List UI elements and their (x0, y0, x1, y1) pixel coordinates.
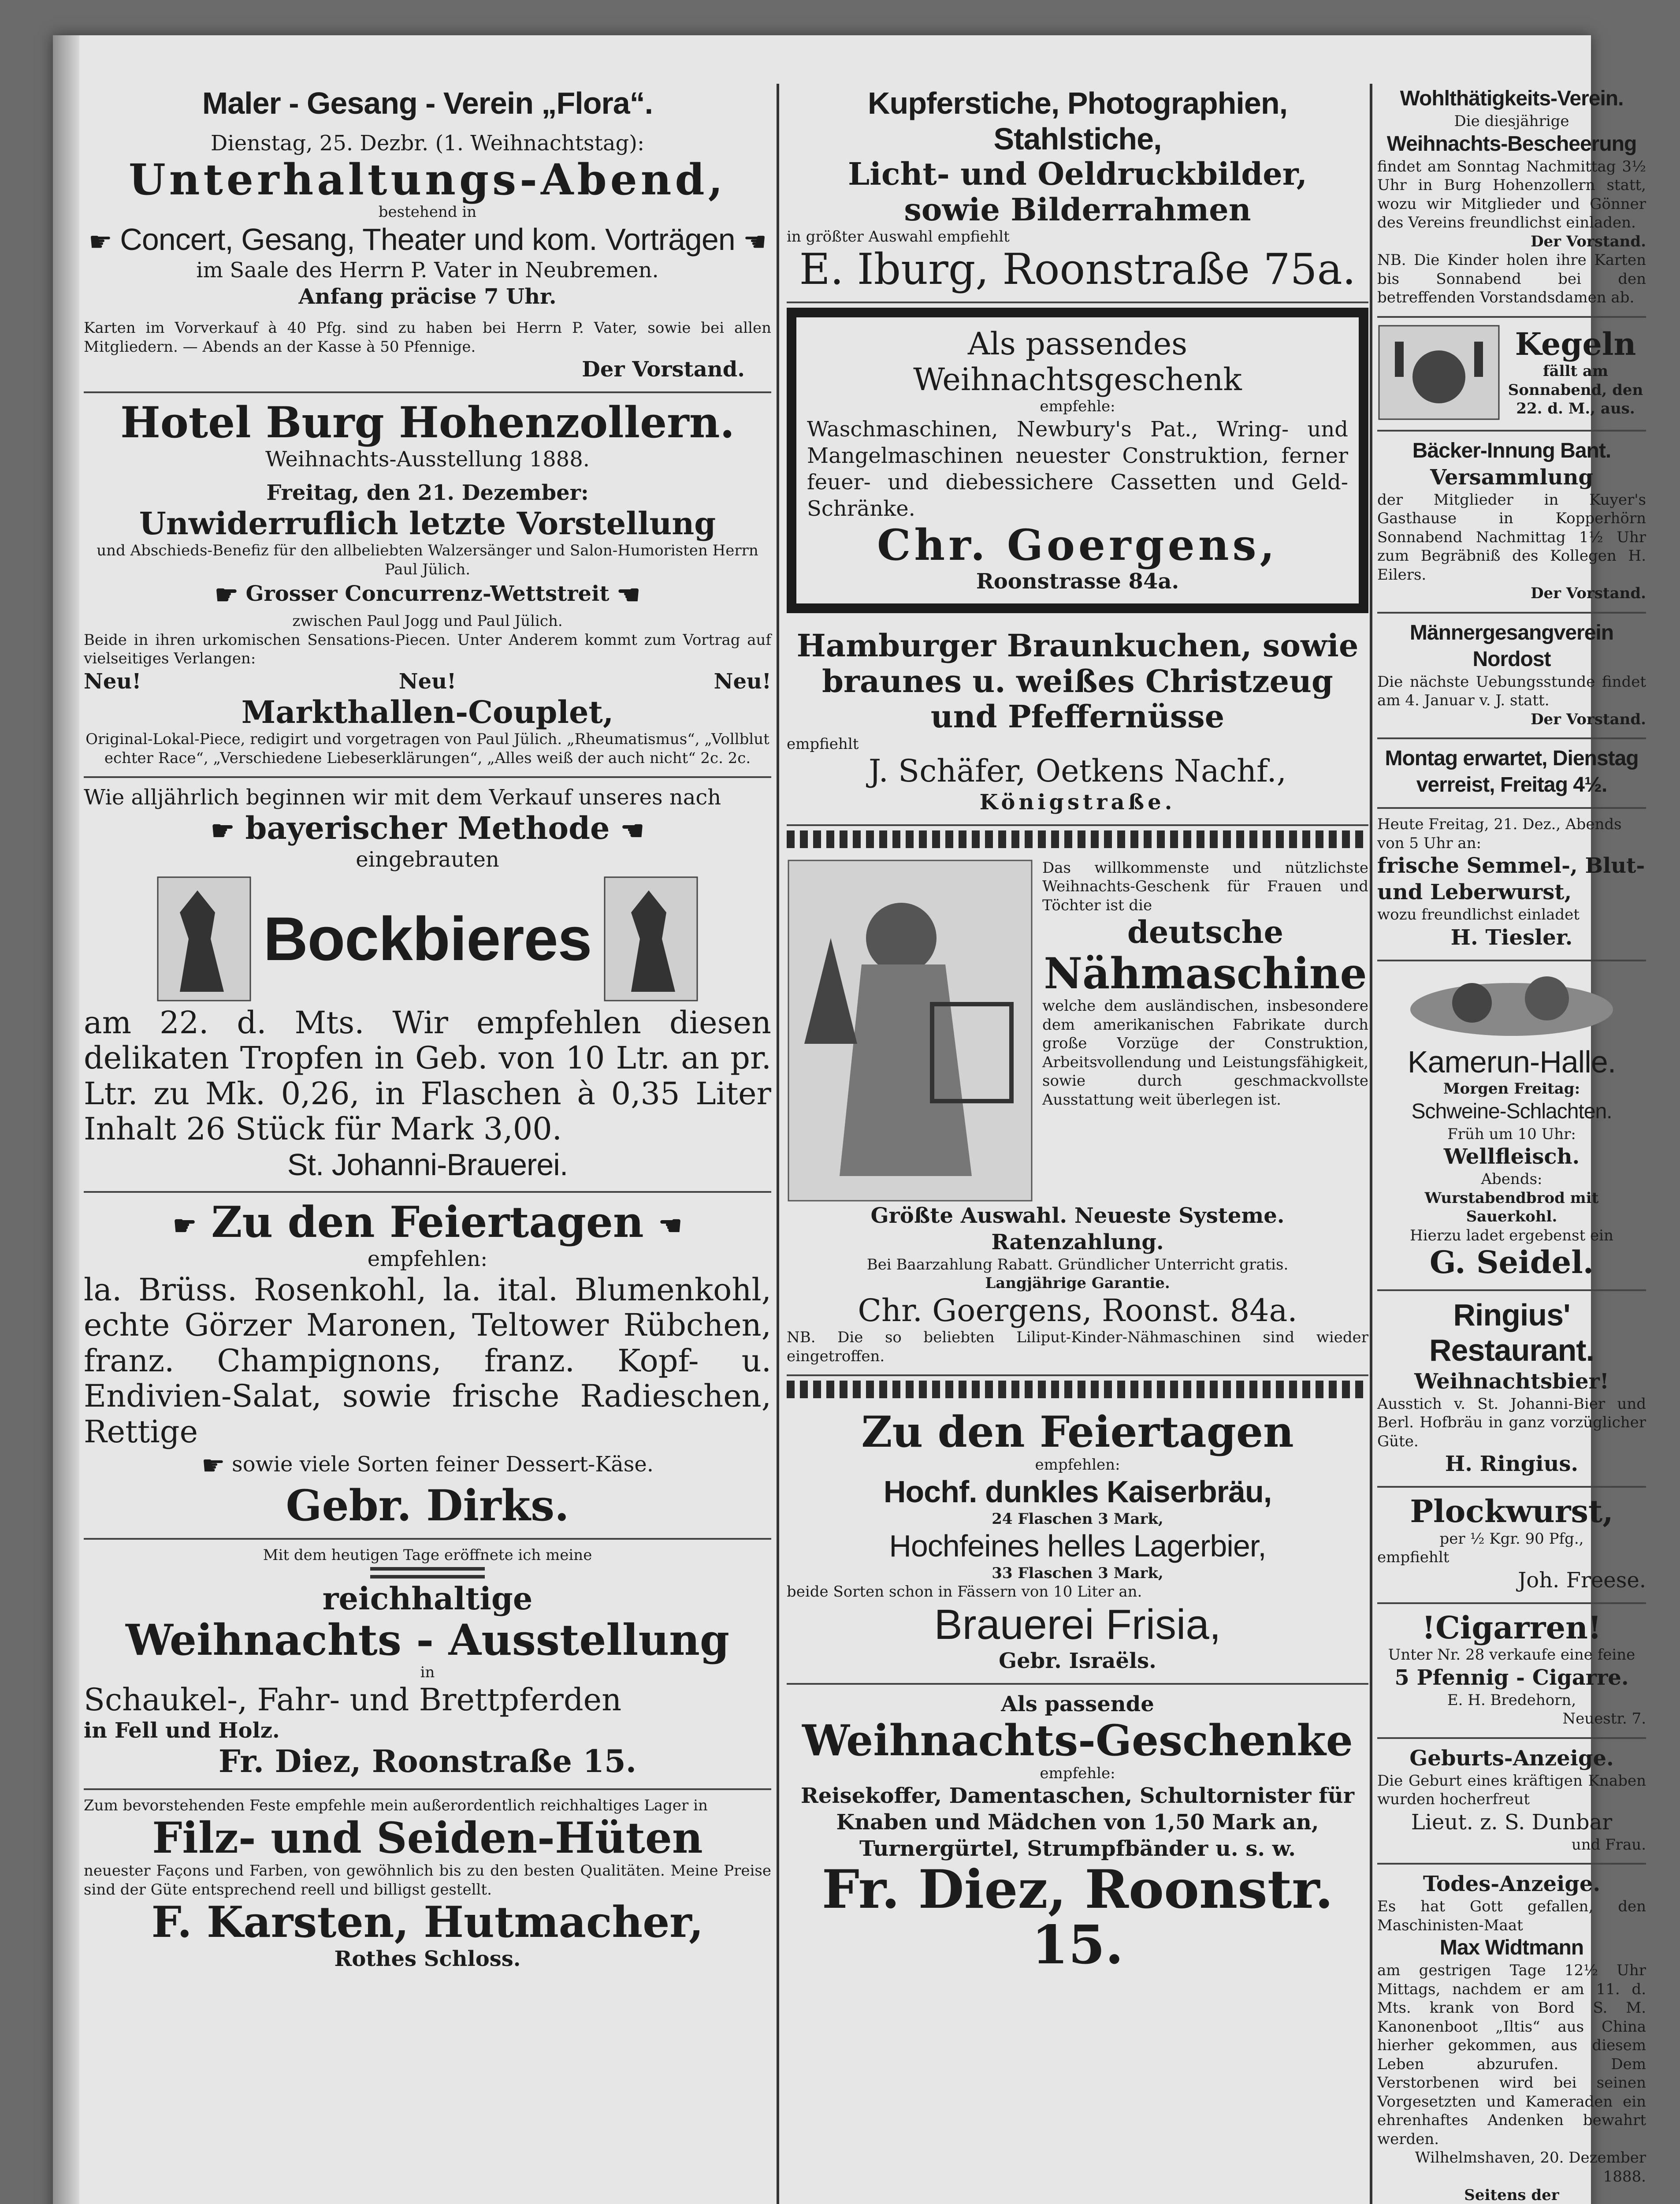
ad-title: Kamerun-Halle. (1407, 1044, 1616, 1079)
ad-text: empfehle: (1040, 398, 1115, 416)
ad-text: Morgen Freitag: (1443, 1080, 1580, 1098)
ad-intro: Das willkommenste und nützlichste Weihnachts-Geschenk für Frauen und Töchter ist die (1042, 859, 1368, 914)
ad-start: Anfang präcise 7 Uhr. (298, 284, 557, 309)
ad-iburg (787, 79, 1368, 303)
ad-title: Weihnachts-Geschenke (802, 1716, 1353, 1766)
ad-text: Beide in ihren urkomischen Sensations-Piecen. Unter Anderem kommt zum Vortrag auf vielseitiges Verlangen: (84, 631, 771, 668)
ad-items: Reisekoffer, Damentaschen, Schultornister für Knaben und Mädchen von 1,50 Mark an, Turnergürtel, Strumpfbänder u. s. w. (801, 1783, 1354, 1861)
ad-signature: E. Iburg, Roonstraße 75a. (799, 244, 1356, 294)
double-rule (370, 1567, 485, 1579)
column-3 (1377, 79, 1646, 2204)
ad-text: in größter Auswahl empfiehlt (787, 228, 1010, 246)
ad-intro: Zum bevorstehenden Feste empfehle mein außerordentlich reichhaltiges Lager in (84, 1796, 708, 1814)
ad-name: Lieut. z. S. Dunbar (1411, 1809, 1613, 1835)
ad-diez-2 (787, 1685, 1368, 1982)
ad-cigarren (1377, 1604, 1646, 1739)
ad-items: frische Semmel-, Blut- und Leberwurst, (1377, 853, 1645, 905)
pointing-hand-icon: ☚ (620, 815, 644, 846)
ad-text: in (420, 1664, 435, 1682)
ad-text: empfiehlt (787, 735, 859, 753)
ad-title: Hotel Burg Hohenzollern. (120, 398, 735, 448)
ad-ringius (1377, 1291, 1646, 1488)
ad-text: Heute Freitag, 21. Dez., Abends von 5 Uhr an: (1377, 815, 1622, 852)
ad-text: Hierzu ladet ergebenst ein (1410, 1226, 1613, 1244)
ad-text: Die diesjährige (1454, 112, 1569, 130)
ad-text: am 22. d. Mts. Wir empfehlen diesen delikaten Tropfen in Geb. von 10 Ltr. an pr. Ltr. zu Mk. 0,26, in Flaschen à 0,35 Liter Inhalt 26 Stück für Mark 3,00. (84, 1004, 771, 1147)
ad-title: Filz- und Seiden-Hüten (152, 1813, 703, 1863)
ad-item: Wurstabendbrod mit Sauerkohl. (1424, 1189, 1599, 1225)
ad-text: sowie Bilderrahmen (904, 191, 1251, 228)
ad-signature: St. Johanni-Brauerei. (287, 1147, 568, 1182)
ad-headline: Unterhaltungs-Abend, (129, 154, 726, 205)
ad-title: Bäcker-Innung Bant. (1412, 439, 1611, 462)
column-2 (787, 79, 1368, 1982)
ad-title: !Cigarren! (1422, 1609, 1602, 1646)
ad-tiesler (1377, 809, 1646, 961)
ad-title: Zu den Feiertagen (861, 1407, 1294, 1457)
ad-text: Licht- und Oeldruckbilder, (848, 156, 1307, 192)
pointing-hand-icon: ☚ (617, 580, 641, 611)
ad-text: am gestrigen Tage 12½ Uhr Mittags, nachdem er am 11. d. Mts. krank von Bord S. M. Kanonenboot „Iltis“ aus China hierher gekommen, aus diesem Leben abzurufen. Dem Verstorbenen wird bei seinen Vorgesetzten und Kameraden ein ehrenhaftes Andenken bewahrt werden. (1377, 1962, 1646, 2148)
ad-product: Bockbieres (263, 904, 592, 974)
ad-price: 24 Flaschen 3 Mark, (992, 1510, 1163, 1528)
ad-items: Schaukel-, Fahr- und Brettpferden (84, 1681, 622, 1718)
ad-kamerun (1377, 961, 1646, 1291)
ad-title: Nähmaschine (1044, 948, 1367, 998)
ad-signature: Der Vorstand. (582, 357, 745, 382)
ad-text: neuester Façons und Farben, von gewöhnlich bis zu den besten Qualitäten. Meine Preise sind der Güte entsprechend reell und billigst gestellt. (84, 1862, 771, 1899)
bowling-emblem (1377, 324, 1501, 421)
goat-illustration (600, 873, 702, 1005)
ad-title: Kegeln (1515, 325, 1636, 362)
pointing-hand-icon: ☛ (214, 580, 238, 611)
ad-title: Weihnachts - Ausstellung (125, 1615, 730, 1665)
ad-montag (1377, 739, 1646, 809)
ad-headline: Schweine-Schlachten. (1411, 1099, 1612, 1123)
ad-headline: Versammlung (1430, 465, 1593, 490)
ad-title: Todes-Anzeige. (1423, 1872, 1601, 1896)
ad-bockbier (84, 778, 771, 1193)
new-label: Neu! (714, 669, 771, 694)
ad-text: Ratenzahlung. (991, 1229, 1164, 1255)
ad-text: empfehlen: (367, 1246, 488, 1271)
ad-street: Königstraße. (979, 789, 1176, 815)
new-label: Neu! (84, 669, 141, 694)
ad-text: Abends: (1481, 1170, 1542, 1188)
ad-title: Ringius' Restaurant. (1429, 1297, 1595, 1367)
ad-text: und Abschieds-Benefiz für den allbeliebten Walzersänger und Salon-Humoristen Herrn Paul Jülich. (97, 542, 758, 578)
pointing-hand-icon: ☛ (211, 815, 235, 846)
ad-text: empfiehlt (1377, 1549, 1450, 1566)
ad-text: Bei Baarzahlung Rabatt. Gründlicher Unterricht gratis. (866, 1255, 1289, 1273)
ad-text: der Mitglieder in Kuyer's Gasthause in Kopperhörn Sonnabend Nachmittag 1½ Uhr zum Begräbniß des Kollegen H. Eilers. (1377, 491, 1646, 584)
ad-signature: Der Vorstand. (1531, 232, 1646, 250)
ad-headline: Unwiderruflich letzte Vorstellung (139, 505, 716, 542)
ad-schaefer (787, 622, 1368, 826)
ad-text: eingebrauten (356, 847, 499, 872)
ad-diez (84, 1540, 771, 1790)
ad-text: Früh um 10 Uhr: (1447, 1125, 1576, 1143)
ad-method: bayerischer Methode (245, 810, 610, 847)
ad-text: Größte Auswahl. Neueste Systeme. (870, 1203, 1285, 1228)
ad-title: Hamburger Braunkuchen, sowie braunes u. weißes Christzeug und Pfeffernüsse (796, 627, 1359, 735)
ad-item: Wellfleisch. (1443, 1144, 1580, 1169)
ad-signature: Der Vorstand. (1531, 585, 1646, 602)
column-rule (777, 84, 779, 2204)
ad-text: Original-Lokal-Piece, redigirt und vorgetragen von Paul Jülich. „Rheumatismus“, „Vollblut echter Race“, „Verschiedene Liebeserklärungen“, „Alles weiß der auch nicht“ 2c. 2c. (85, 730, 769, 767)
ad-contest: Grosser Concurrenz-Wettstreit (245, 581, 610, 607)
ad-place: Rothes Schloss. (334, 1946, 521, 1971)
ad-kegeln (1377, 318, 1646, 432)
ad-wohltaetigkeit (1377, 79, 1646, 318)
ad-text: bestehend in (378, 203, 477, 221)
pointing-hand-icon: ☛ (89, 227, 112, 257)
ad-title: deutsche (1127, 914, 1284, 951)
ad-maennergesang (1377, 614, 1646, 740)
ad-title: Maler - Gesang - Verein „Flora“. (202, 86, 653, 120)
ad-text: empfehlen: (1035, 1456, 1120, 1474)
ad-signature: H. Ringius. (1445, 1452, 1579, 1476)
ad-text: beide Sorten schon in Fässern von 10 Liter an. (787, 1583, 1142, 1601)
ad-karsten (84, 1790, 771, 1981)
ad-name: Max Widtmann (1439, 1936, 1584, 1959)
ad-headline: Weihnachts-Bescheerung (1386, 132, 1637, 156)
ad-date: Freitag, den 21. Dezember: (266, 480, 589, 505)
ad-text: Die Geburt eines kräftigen Knaben wurden hocherfreut (1377, 1772, 1646, 1808)
ad-title: Plockwurst, (1410, 1493, 1613, 1530)
ad-product: Hochfeines helles Lagerbier, (889, 1529, 1266, 1564)
ad-text: Unter Nr. 28 verkaufe eine feine (1388, 1646, 1635, 1664)
ad-text: Es hat Gott gefallen, den Maschinisten-Maat (1377, 1898, 1646, 1934)
ad-signature: Seitens der (1464, 2186, 1559, 2204)
ad-signature: Gebr. Dirks. (286, 1481, 569, 1531)
ad-text: Waschmaschinen, Newbury's Pat., Wring- und Mangelmaschinen neuester Construktion, ferner feuer- und diebessichere Cassetten und Geld-Schränke. (807, 417, 1348, 521)
ad-text: zwischen Paul Jogg und Paul Jülich. (292, 612, 563, 630)
ad-text: fällt am Sonnabend, den 22. d. M., aus. (1508, 362, 1643, 417)
page-edge (53, 35, 79, 2204)
column-rule (1370, 84, 1372, 2204)
ad-hotel (84, 393, 771, 778)
ad-signature: G. Seidel. (1429, 1244, 1594, 1281)
ad-todes (1377, 1865, 1646, 2204)
ad-signature: Brauerei Frisia, (934, 1601, 1221, 1648)
ad-text: in Fell und Holz. (84, 1718, 280, 1743)
ad-price: 33 Flaschen 3 Mark, (992, 1564, 1163, 1582)
ad-intro: Wie alljährlich beginnen wir mit dem Verkauf unseres nach (84, 785, 721, 810)
ad-title: Kupferstiche, Photographien, Stahlstiche, (867, 86, 1288, 156)
ad-goergens-box (787, 308, 1368, 613)
ad-naehmaschine (787, 853, 1368, 1377)
ad-frisia (787, 1403, 1368, 1685)
goat-illustration (153, 873, 255, 1005)
ad-baecker (1377, 432, 1646, 614)
ornament-border (787, 830, 1368, 848)
ad-signature: J. Schäfer, Oetkens Nachf., (869, 753, 1286, 789)
ad-title: Als passendes Weihnachtsgeschenk (913, 326, 1242, 398)
ad-dirks (84, 1193, 771, 1540)
new-label: Neu! (398, 669, 457, 694)
food-illustration (1388, 968, 1635, 1042)
ad-street: Neuestr. 7. (1562, 1710, 1646, 1727)
pointing-hand-icon: ☚ (658, 1210, 682, 1242)
ad-text: Ausstich v. St. Johanni-Bier und Berl. Hofbräu in ganz vorzüglicher Güte. (1377, 1395, 1646, 1450)
pointing-hand-icon: ☛ (173, 1210, 197, 1242)
ad-title: Zu den Feiertagen (211, 1197, 644, 1247)
ad-title: Wohlthätigkeits-Verein. (1400, 87, 1624, 110)
ad-program: Concert, Gesang, Theater und kom. Vorträgen (120, 222, 735, 257)
ad-title: Männergesangverein Nordost (1409, 621, 1614, 671)
ad-text: Die nächste Uebungsstunde findet am 4. Januar v. J. statt. (1377, 673, 1646, 709)
ad-address: Roonstrasse 84a. (976, 569, 1179, 594)
pointing-hand-icon: ☛ (201, 1450, 225, 1482)
ad-intro: Als passende (1001, 1692, 1154, 1717)
ad-signature: Joh. Freese. (1518, 1567, 1646, 1593)
ad-signature: Fr. Diez, Roonstraße 15. (218, 1743, 637, 1780)
ad-venue: im Saale des Herrn P. Vater in Neubremen. (196, 258, 659, 283)
ad-text: empfehle: (1040, 1764, 1115, 1782)
ad-tickets: Karten im Vorverkauf à 40 Pfg. sind zu haben bei Herrn P. Vater, sowie bei allen Mitgliedern. — Abends an der Kasse à 50 Pfennige. (84, 319, 771, 356)
ornament-border (787, 1381, 1368, 1398)
ad-text: Langjährige Garantie. (985, 1274, 1170, 1292)
ad-geburt (1377, 1739, 1646, 1865)
ad-signature: H. Tiesler. (1450, 925, 1573, 950)
ad-text: findet am Sonntag Nachmittag 3½ Uhr in Burg Hohenzollern statt, wozu wir Mitglieder und Gönner des Vereins freundlichst einladen. (1377, 157, 1646, 231)
pointing-hand-icon: ☚ (743, 227, 766, 257)
ad-headline: Markthallen-Couplet, (241, 693, 614, 730)
ad-headline: Weihnachtsbier! (1414, 1369, 1609, 1394)
ad-date: Wilhelmshaven, 20. Dezember 1888. (1415, 2149, 1646, 2185)
santa-illustration (787, 859, 1033, 1203)
ad-text: Montag erwartet, Dienstag verreist, Freitag 4½. (1385, 747, 1639, 797)
ad-text: und Frau. (1571, 1835, 1646, 1854)
ad-text: la. Brüss. Rosenkohl, la. ital. Blumenkohl, echte Görzer Maronen, Teltower Rübchen, franz. Champignons, franz. Kopf- u. Endivien-Salat, sowie frische Radieschen, Rettige (84, 1271, 771, 1450)
ad-headline: 5 Pfennig - Cigarre. (1394, 1665, 1629, 1690)
ad-text: wozu freundlichst einladet (1377, 906, 1580, 923)
ad-signature: F. Karsten, Hutmacher, (151, 1897, 704, 1947)
ad-signature: Chr. Goergens, (877, 520, 1278, 570)
ad-text: reichhaltige (322, 1580, 533, 1617)
ad-product: Hochf. dunkles Kaiserbräu, (883, 1474, 1272, 1509)
ad-text: welche dem ausländischen, insbesondere dem amerikanischen Fabrikate durch große Vorzüge der Construktion, Arbeitsvollendung und Leistungsfähigkeit, sowie durch geschmackvollste Ausstattung weit überlegen ist. (1042, 997, 1368, 1109)
ad-signature: Chr. Goergens, Roonst. 84a. (858, 1292, 1297, 1329)
ad-subtitle: Weihnachts-Ausstellung 1888. (265, 447, 590, 472)
ad-note: NB. Die so beliebten Liliput-Kinder-Nähmaschinen sind wieder eingetroffen. (787, 1329, 1368, 1365)
ad-title: Geburts-Anzeige. (1409, 1746, 1614, 1771)
ad-price: per ½ Kgr. 90 Pfg., (1439, 1530, 1584, 1548)
ad-date: Dienstag, 25. Dezbr. (1. Weihnachtstag): (210, 130, 645, 156)
ad-signature: E. H. Bredehorn, (1447, 1691, 1576, 1709)
ad-owners: Gebr. Israëls. (999, 1649, 1156, 1674)
ad-note: NB. Die Kinder holen ihre Karten bis Sonnabend bei den betreffenden Vorstandsdamen ab. (1377, 251, 1646, 306)
ad-text: sowie viele Sorten feiner Dessert-Käse. (232, 1452, 654, 1477)
ad-signature: Fr. Diez, Roonstr. 15. (821, 1858, 1334, 1977)
ad-signature: Der Vorstand. (1531, 710, 1646, 728)
column-1 (84, 79, 771, 1981)
ad-freese (1377, 1488, 1646, 1604)
ad-flora (84, 79, 771, 393)
ad-intro: Mit dem heutigen Tage eröffnete ich meine (263, 1546, 592, 1564)
